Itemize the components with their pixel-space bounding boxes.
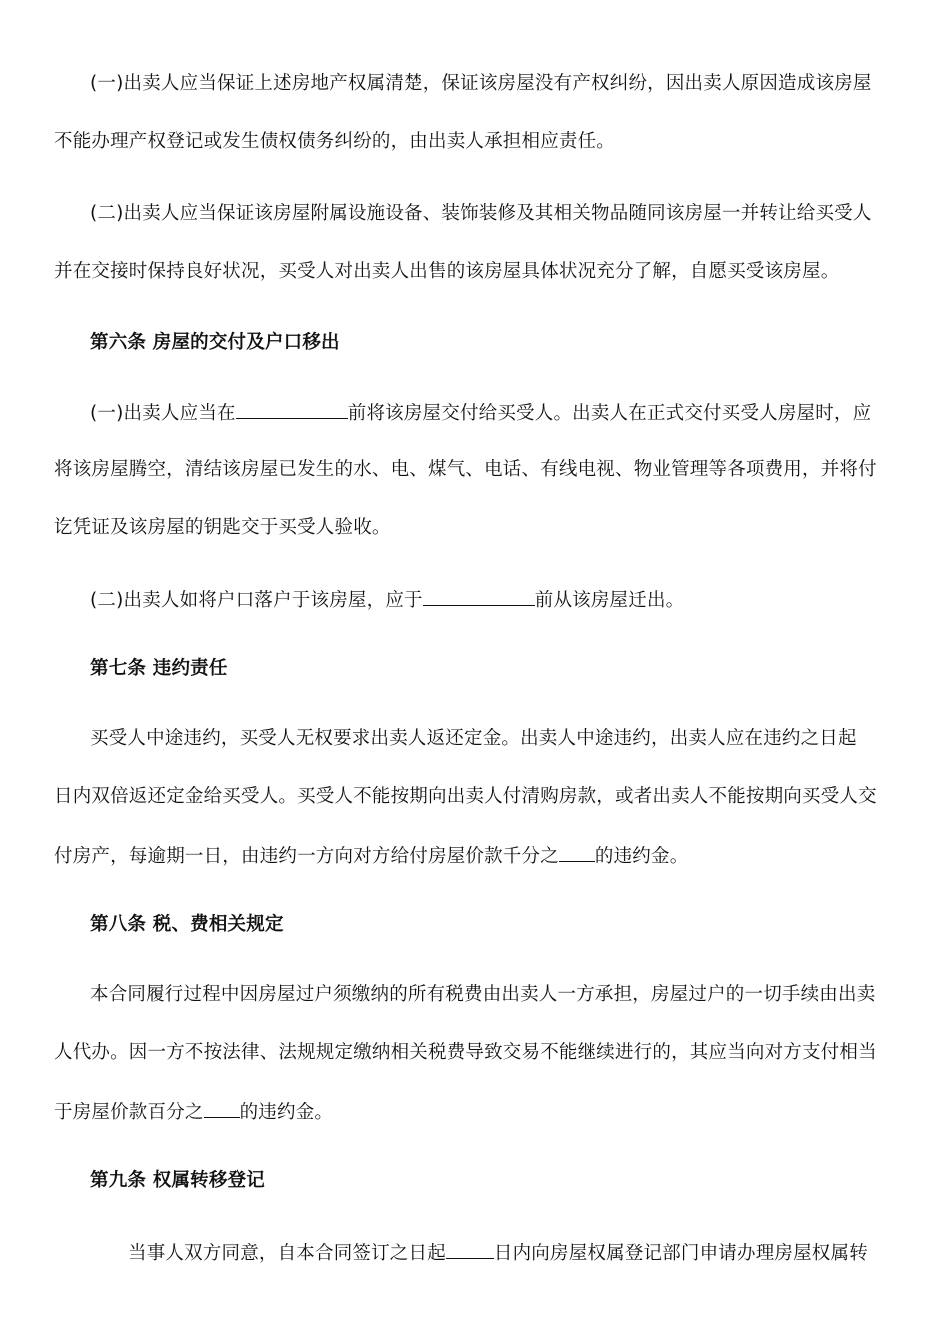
text-fragment: 于房屋价款百分之 [54, 1102, 204, 1123]
fill-in-blank [423, 587, 535, 606]
fill-in-blank [204, 1099, 240, 1118]
fill-in-blank [446, 1240, 494, 1259]
section-heading-article-9: 第九条 权属转移登记 [90, 1170, 265, 1191]
paragraph-line: 讫凭证及该房屋的钥匙交于买受人验收。 [54, 517, 391, 538]
paragraph-line: 本合同履行过程中因房屋过户须缴纳的所有税费由出卖人一方承担，房屋过户的一切手续由出卖 [90, 984, 876, 1005]
section-heading-article-6: 第六条 房屋的交付及户口移出 [90, 332, 340, 353]
text-fragment: 付房产，每逾期一日，由违约一方向对方给付房屋价款千分之 [54, 846, 559, 867]
text-fragment: (二)出卖人如将户口落户于该房屋，应于 [90, 590, 423, 611]
paragraph-line: 将该房屋腾空，清结该房屋已发生的水、电、煤气、电话、有线电视、物业管理等各项费用，并将付 [54, 459, 877, 480]
paragraph-line [90, 400, 936, 426]
text-fragment: 当事人双方同意，自本合同签订之日起 [128, 1243, 446, 1264]
paragraph-line: 人代办。因一方不按法律、法规规定缴纳相关税费导致交易不能继续进行的，其应当向对方支付相当 [54, 1042, 877, 1063]
text-fragment: 前从该房屋迁出。 [534, 590, 685, 611]
paragraph-line: 不能办理产权登记或发生债权债务纠纷的，由出卖人承担相应责任。 [54, 131, 616, 152]
text-fragment: 前将该房屋交付给买受人。出卖人在正式交付买受人房屋时，应 [347, 403, 872, 424]
paragraph-line: (一)出卖人应当保证上述房地产权属清楚，保证该房屋没有产权纠纷，因出卖人原因造成该房屋 [90, 73, 872, 94]
fill-in-blank [236, 400, 348, 419]
text-fragment: (一)出卖人应当在 [90, 403, 236, 424]
paragraph-line [128, 1240, 950, 1266]
paragraph-line: (二)出卖人应当保证该房屋附属设施设备、装饰装修及其相关物品随同该房屋一并转让给买受人 [90, 203, 872, 224]
paragraph-line [90, 587, 936, 613]
text-fragment: 的违约金。 [239, 1102, 334, 1123]
paragraph-line: 买受人中途违约，买受人无权要求出卖人返还定金。出卖人中途违约，出卖人应在违约之日起 [90, 728, 857, 749]
section-heading-article-8: 第八条 税、费相关规定 [90, 914, 284, 935]
fill-in-blank [559, 843, 595, 862]
text-fragment: 的违约金。 [594, 846, 689, 867]
text-fragment: 日内向房屋权属登记部门申请办理房屋权属转 [493, 1243, 868, 1264]
paragraph-line [54, 1099, 900, 1125]
paragraph-line [54, 843, 900, 869]
paragraph-line: 日内双倍返还定金给买受人。买受人不能按期向出卖人付清购房款，或者出卖人不能按期向买受人交 [54, 786, 877, 807]
section-heading-article-7: 第七条 违约责任 [90, 658, 228, 679]
paragraph-line: 并在交接时保持良好状况，买受人对出卖人出售的该房屋具体状况充分了解，自愿买受该房屋。 [54, 261, 840, 282]
